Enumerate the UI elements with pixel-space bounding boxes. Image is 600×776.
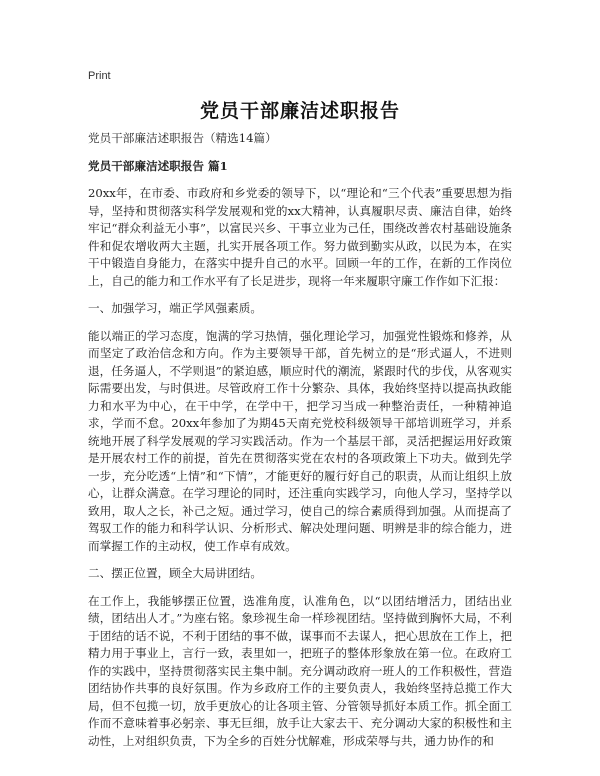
section-heading: 党员干部廉洁述职报告 篇1 xyxy=(88,158,228,173)
subheading-unity: 二、摆正位置，顾全大局讲团结。 xyxy=(88,566,262,580)
paragraph-study: 能以端正的学习态度，饱满的学习热情，强化理论学习，加强党性锻炼和修养，从而坚定了政治信念和方向。作为主要领导干部，首先树立的是“形式逼人，不进则退，任务逼人，不学则退”的紧迫感，顺应时代的潮流，紧跟时代的步伐，从客观实际需要出发，与时俱进。尽管政府工作十分繁杂、具体，我始终坚持以提高执政能力和水平为中心，在干中学，在学中干，把学习当成一种整治责任，一种精神追求，学而不怠。20xx年参加了为期45天南充党校科级领导干部培训班学习，并系统地开展了科学发展观的学习实践活动。作为一个基层干部，灵活把握运用好政策是开展农村工作的前提，首先在贯彻落实党在农村的各项政策上下功夫。做到先学一步，充分吃透“上情”和“下情”，才能更好的履行好自己的职责，从而让组织上放心，让群众满意。在学习理论的同时，还注重向实践学习，向他人学习，坚持学以致用，取人之长，补己之短。通过学习，使自己的综合素质得到加强。从而提高了驾驭工作的能力和科学认识、分析形式、解决处理问题、明辨是非的综合能力，进而掌握工作的主动权，使工作卓有成效。 xyxy=(88,328,512,553)
document-body xyxy=(88,130,512,760)
subheading-study: 一、加强学习，端正学风强素质。 xyxy=(88,301,262,315)
document-subtitle: 党员干部廉洁述职报告（精选14篇） xyxy=(88,131,277,145)
paragraph-unity: 在工作上，我能够摆正位置，选准角度，认准角色，以“以团结增活力，团结出业绩，团结出人才。”为座右铭。象珍视生命一样珍视团结。坚持做到胸怀大局，不利于团结的话不说，不利于团结的事不做，谋事而不去谋人，把心思放在工作上，把精力用于事业上，言行一致，表里如一，把班子的整体形象放在第一位。在政府工作的实践中，坚持贯彻落实民主集中制。充分调动政府一班人的工作积极性，营造团结协作共事的良好氛围。作为乡政府工作的主要负责人，我始终坚持总揽工作大局，但不包揽一切，放手更放心的让各项主管、分管领导抓好本质工作。抓全面工作而不意味着事必躬亲、事无巨细，放手让大家去干、充分调动大家的积极性和主动性，上对组织负责，下为全乡的百姓分忧解难，形成荣辱与共，通力协作的和 xyxy=(88,593,512,748)
paragraph-intro: 20xx年，在市委、市政府和乡党委的领导下，以“理论和“三个代表”重要思想为指导，坚持和贯彻落实科学发展观和党的xx大精神，认真履职尽责、廉洁自律，始终牢记“群众利益无小事”，以富民兴乡、干事立业为己任，围绕改善农村基础设施条件和促农增收两大主题，扎实开展各项工作。努力做到勤实从政，以民为本，在实干中锻造自身能力，在落实中提升自己的水平。回顾一年的工作，在新的工作岗位上，自己的能力和工作水平有了长足进步，现将一年来履职守廉工作作如下汇报： xyxy=(88,186,512,288)
print-link[interactable]: Print xyxy=(88,70,111,82)
document-title: 党员干部廉洁述职报告 xyxy=(199,100,400,122)
